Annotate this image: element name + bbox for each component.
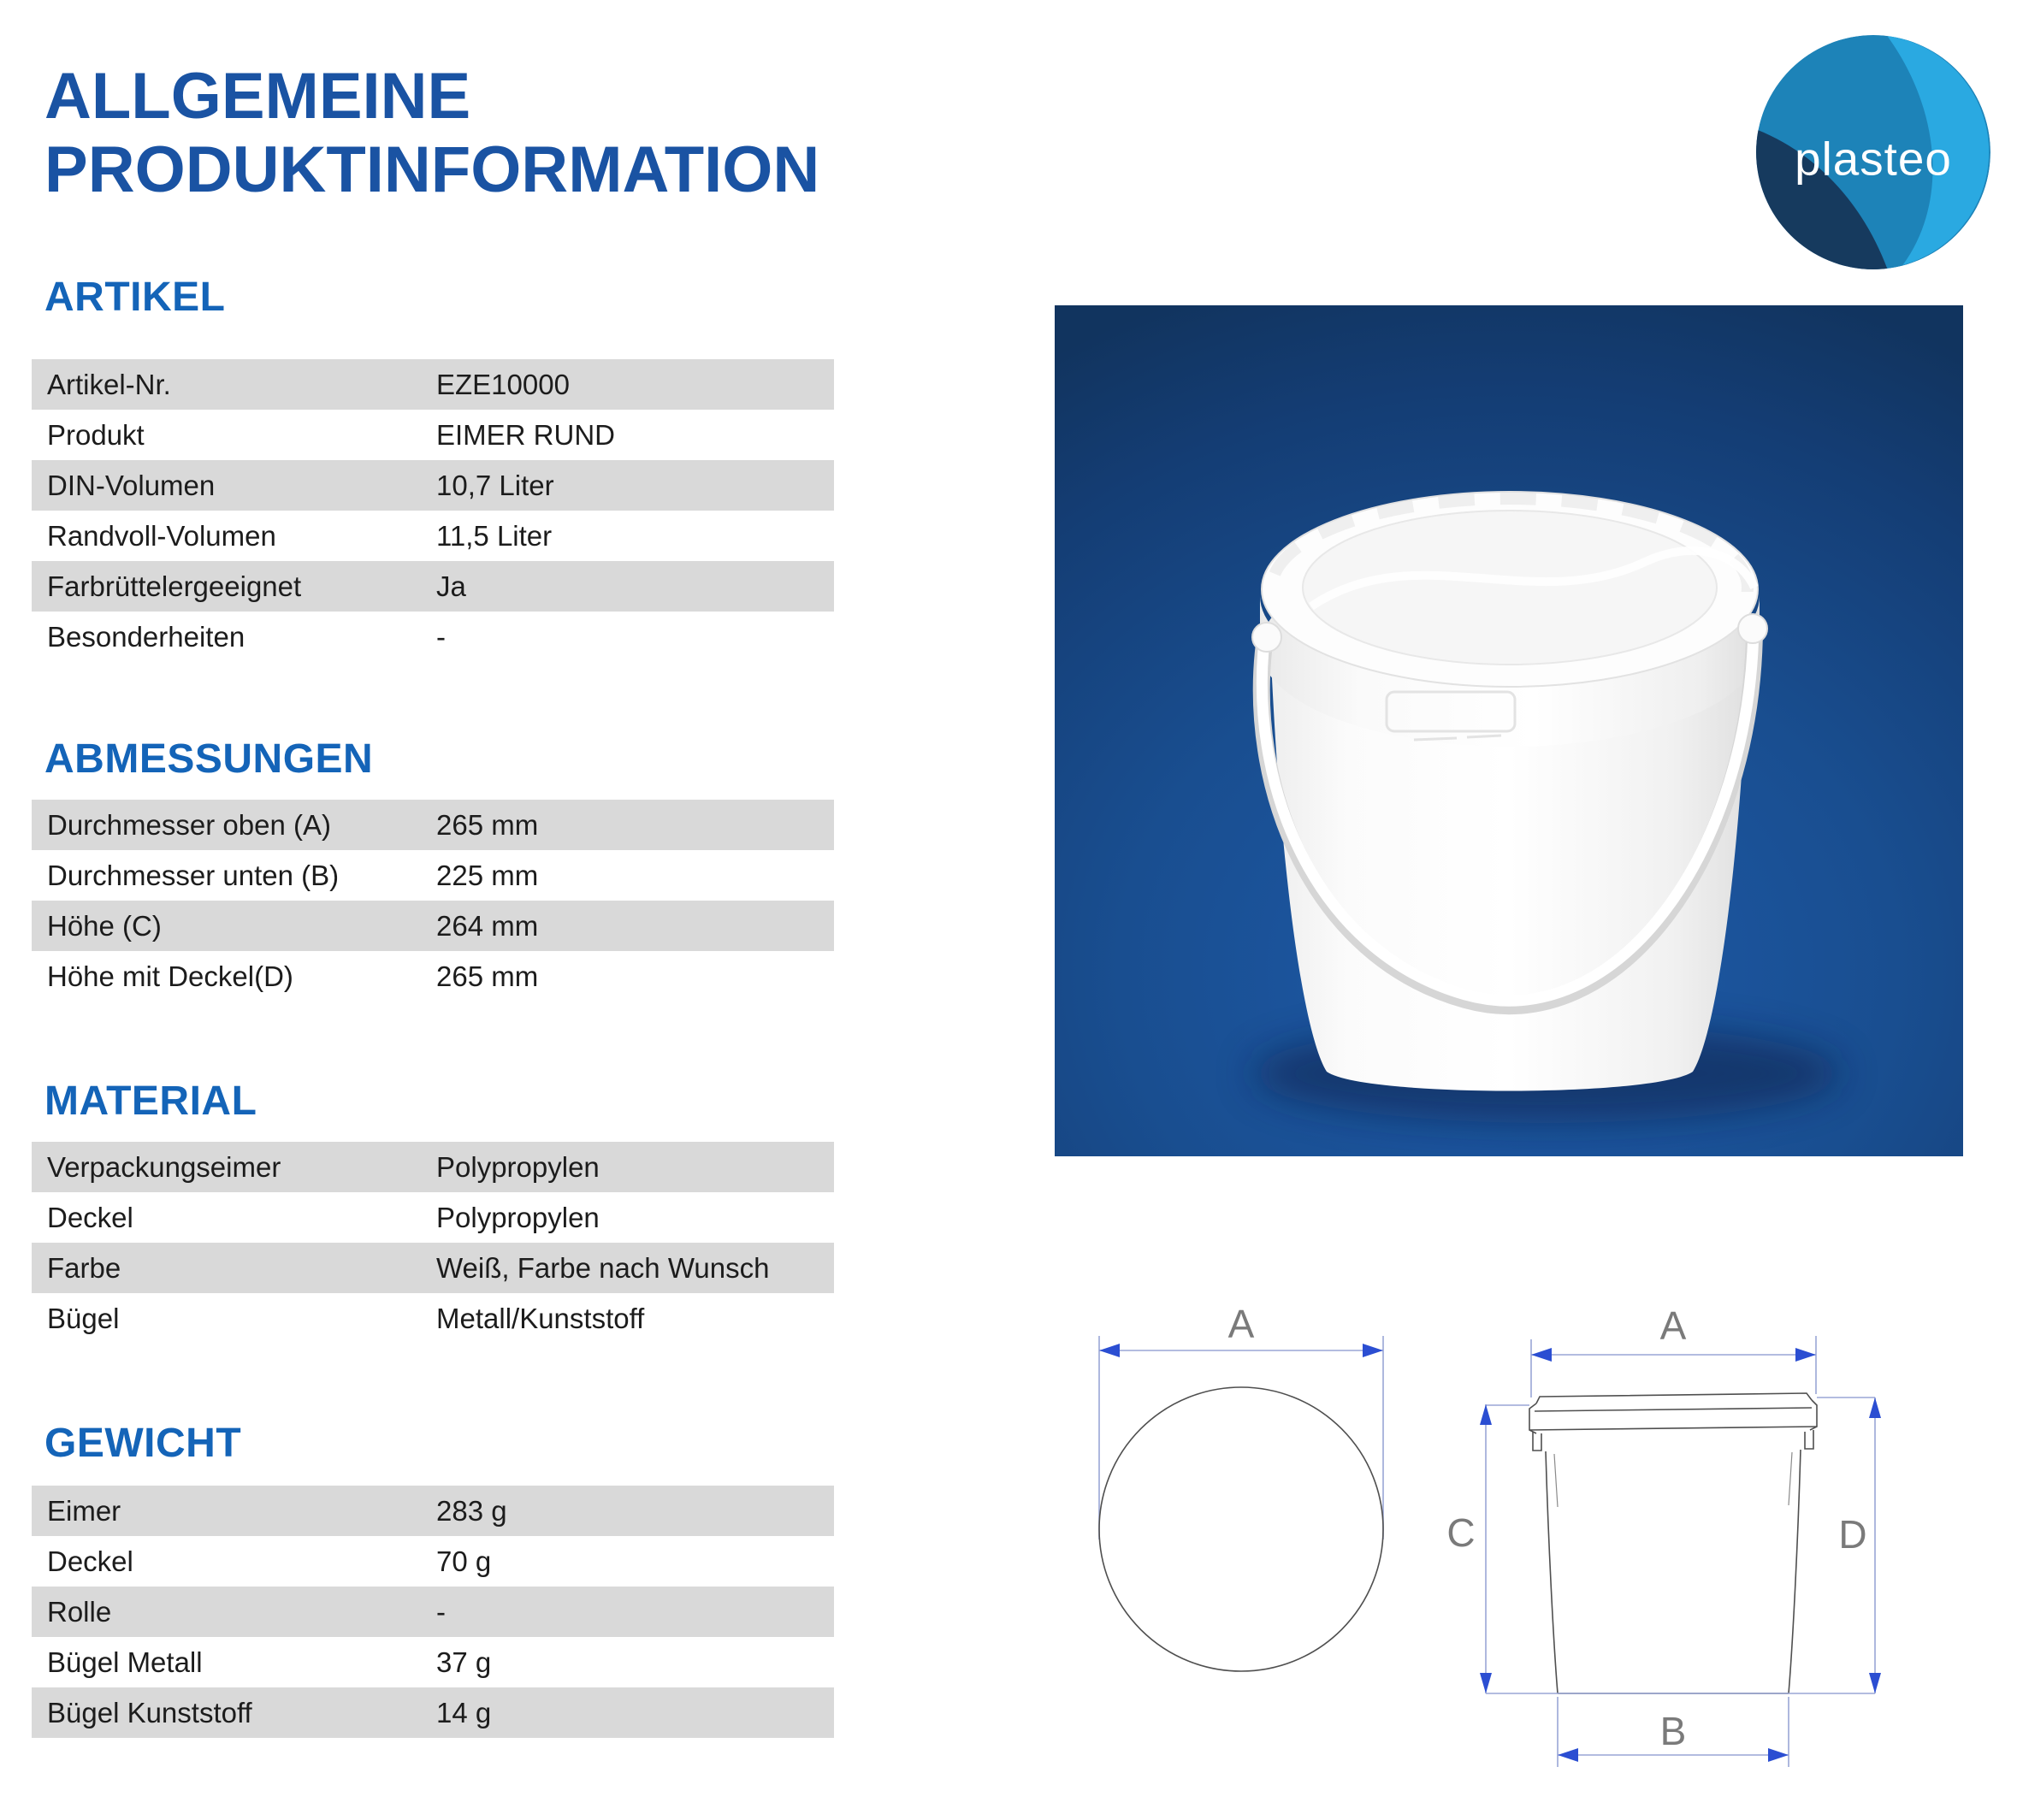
drawing-top-view [1099,1302,1383,1671]
table-row [32,1637,834,1687]
table-row [32,1142,834,1192]
table-row [32,901,834,951]
row-value: 265 mm [436,809,539,841]
table-row [32,1536,834,1587]
table-row [32,410,834,460]
bucket-image [1055,305,1963,1156]
handle-lug-right [1738,614,1767,643]
row-label: Bügel Kunststoff [47,1697,252,1728]
dim-label-a-side: A [1659,1303,1687,1348]
table-row [32,1587,834,1637]
row-value: 264 mm [436,910,539,942]
page-title-line2: PRODUKTINFORMATION [44,133,820,206]
row-label: Deckel [47,1202,133,1233]
row-value: 10,7 Liter [436,470,554,501]
row-value: 265 mm [436,960,539,992]
row-label: Durchmesser unten (B) [47,860,340,891]
page-title [44,60,819,207]
dim-label-b: B [1659,1709,1687,1753]
table-row [32,951,834,1002]
row-label: Randvoll-Volumen [47,520,276,552]
row-label: Deckel [47,1545,133,1577]
table-row [32,359,834,410]
row-label: Bügel Metall [47,1646,203,1678]
section-heading-abmessungen: ABMESSUNGEN [44,736,374,782]
row-label: DIN-Volumen [47,470,216,501]
row-label: Verpackungseimer [47,1151,281,1183]
table-abmessungen [32,800,834,1002]
brand-logo-text: plasteo [1795,132,1952,186]
table-row [32,1192,834,1243]
dim-label-d: D [1838,1512,1867,1557]
technical-drawing [1061,1283,1933,1796]
table-row [32,1486,834,1536]
table-row [32,1243,834,1293]
product-photo [1055,305,1963,1156]
row-label: Durchmesser oben (A) [47,809,331,841]
table-row [32,1293,834,1344]
row-label: Farbrüttelergeeignet [47,570,302,602]
section-heading-artikel: ARTIKEL [44,275,226,320]
row-value: EZE10000 [436,369,570,400]
table-row [32,1687,834,1738]
row-value: 225 mm [436,860,539,891]
row-label: Farbe [47,1252,121,1284]
drawing-side-view [1446,1303,1881,1767]
row-label: Bügel [47,1303,120,1334]
row-value: Polypropylen [436,1202,600,1233]
side-view-body [1546,1450,1801,1693]
section-heading-gewicht: GEWICHT [44,1421,242,1466]
row-value: 14 g [436,1697,492,1728]
table-row [32,460,834,511]
handle-lug-left [1252,623,1281,652]
page-title-line1: ALLGEMEINE [44,60,471,133]
row-label: Höhe mit Deckel(D) [47,960,293,992]
row-value: Weiß, Farbe nach Wunsch [436,1252,770,1284]
section-heading-material: MATERIAL [44,1078,257,1124]
brand-logo-icon [1755,34,1991,270]
table-row [32,511,834,561]
row-value: 70 g [436,1545,492,1577]
row-label: Höhe (C) [47,910,162,942]
row-label: Produkt [47,419,145,451]
top-view-circle [1099,1387,1383,1671]
table-artikel [32,359,834,662]
dim-label-c: C [1446,1510,1476,1555]
row-label: Rolle [47,1596,112,1628]
table-material [32,1142,834,1344]
table-row [32,850,834,901]
row-value: 37 g [436,1646,492,1678]
row-value: 11,5 Liter [436,520,553,552]
brand-logo [1755,34,1991,270]
table-row [32,561,834,612]
dim-label-a-circle: A [1227,1302,1255,1346]
row-label: Besonderheiten [47,621,245,653]
row-value: - [436,621,446,653]
row-label: Artikel-Nr. [47,369,171,400]
side-view-lid [1529,1393,1817,1451]
table-row [32,612,834,662]
row-value: Polypropylen [436,1151,600,1183]
row-value: EIMER RUND [436,419,616,451]
table-row [32,800,834,850]
row-label: Eimer [47,1495,121,1527]
table-gewicht [32,1486,834,1738]
row-value: 283 g [436,1495,507,1527]
row-value: Metall/Kunststoff [436,1303,645,1334]
row-value: Ja [436,570,466,602]
row-value: - [436,1596,446,1628]
